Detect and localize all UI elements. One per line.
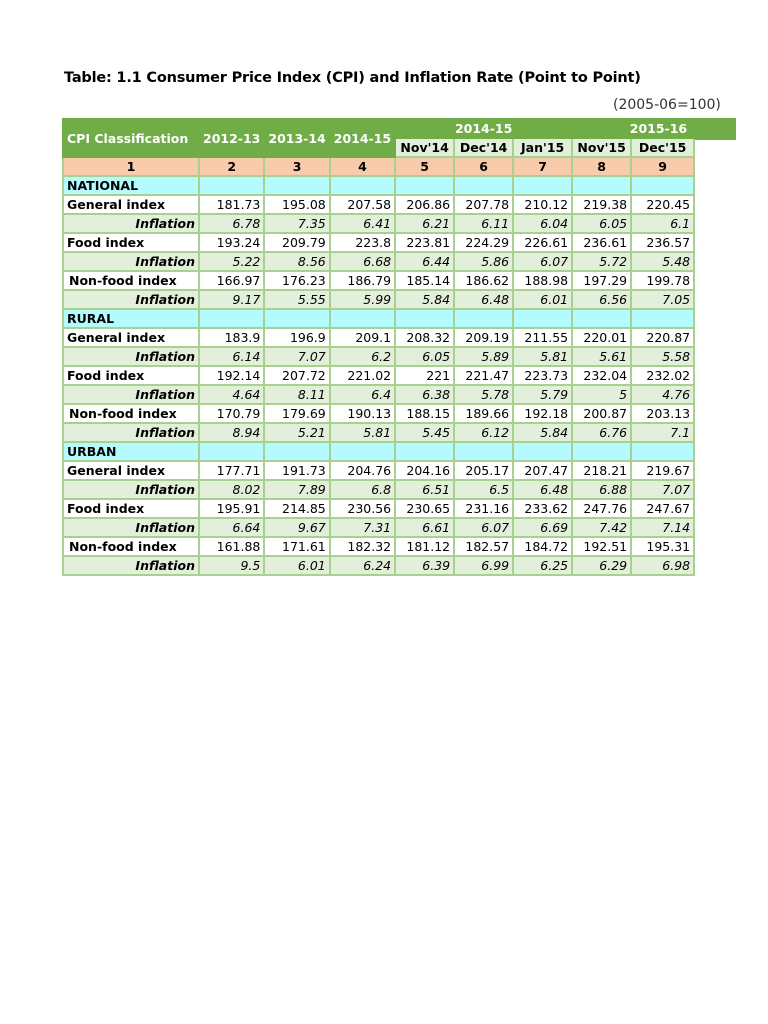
value-cell: 186.79 (330, 271, 395, 290)
section-filler-cell (330, 442, 395, 461)
value-cell: 5.48 (631, 252, 694, 271)
value-cell: 8.94 (199, 423, 264, 442)
value-cell: 5.89 (454, 347, 513, 366)
row-label: Inflation (63, 423, 199, 442)
value-cell: 6.07 (513, 252, 572, 271)
header-year: 2012-13 (199, 119, 264, 157)
row-label: Food index (63, 499, 199, 518)
value-cell: 176.23 (264, 271, 329, 290)
header-classification: CPI Classification (63, 119, 199, 157)
row-label: Inflation (63, 480, 199, 499)
value-cell: 7.1 (631, 423, 694, 442)
value-cell: 218.21 (572, 461, 631, 480)
value-cell: 6.61 (395, 518, 454, 537)
value-cell: 223.81 (395, 233, 454, 252)
value-cell: 6.41 (330, 214, 395, 233)
header-group-2014-15: 2014-15 (395, 119, 572, 138)
value-cell: 184.72 (513, 537, 572, 556)
column-number: 6 (454, 157, 513, 176)
value-cell: 7.07 (631, 480, 694, 499)
value-cell: 199.78 (631, 271, 694, 290)
section-filler-cell (513, 442, 572, 461)
value-cell: 210.12 (513, 195, 572, 214)
base-year-note: (2005-06=100) (613, 97, 721, 113)
value-cell: 208.32 (395, 328, 454, 347)
value-cell: 206.86 (395, 195, 454, 214)
value-cell: 5.99 (330, 290, 395, 309)
value-cell: 7.07 (264, 347, 329, 366)
value-cell: 247.67 (631, 499, 694, 518)
value-cell: 183.9 (199, 328, 264, 347)
section-filler-cell (264, 309, 329, 328)
value-cell: 5.45 (395, 423, 454, 442)
value-cell: 8.02 (199, 480, 264, 499)
value-cell: 207.47 (513, 461, 572, 480)
value-cell: 5.79 (513, 385, 572, 404)
row-label: General index (63, 328, 199, 347)
value-cell: 223.73 (513, 366, 572, 385)
value-cell: 5.22 (199, 252, 264, 271)
value-cell: 7.31 (330, 518, 395, 537)
value-cell: 230.65 (395, 499, 454, 518)
value-cell: 5.81 (330, 423, 395, 442)
value-cell: 185.14 (395, 271, 454, 290)
value-cell: 4.64 (199, 385, 264, 404)
value-cell: 6.1 (631, 214, 694, 233)
value-cell: 6.05 (395, 347, 454, 366)
row-label: Inflation (63, 347, 199, 366)
value-cell: 220.45 (631, 195, 694, 214)
value-cell: 6.39 (395, 556, 454, 575)
value-cell: 182.57 (454, 537, 513, 556)
index-row (63, 195, 694, 214)
inflation-row (63, 385, 694, 404)
section-filler-cell (395, 442, 454, 461)
inflation-row (63, 423, 694, 442)
value-cell: 6.01 (513, 290, 572, 309)
section-filler-cell (454, 442, 513, 461)
value-cell: 211.55 (513, 328, 572, 347)
value-cell: 8.11 (264, 385, 329, 404)
value-cell: 188.15 (395, 404, 454, 423)
section-label: NATIONAL (63, 176, 199, 195)
header-year: 2014-15 (330, 119, 395, 157)
value-cell: 195.31 (631, 537, 694, 556)
index-row (63, 537, 694, 556)
value-cell: 6.98 (631, 556, 694, 575)
value-cell: 5.21 (264, 423, 329, 442)
section-filler-cell (631, 309, 694, 328)
header-group-2015-16: 2015-16 (572, 119, 694, 138)
value-cell: 190.13 (330, 404, 395, 423)
value-cell: 188.98 (513, 271, 572, 290)
index-row (63, 404, 694, 423)
value-cell: 6.76 (572, 423, 631, 442)
value-cell: 220.87 (631, 328, 694, 347)
value-cell: 195.08 (264, 195, 329, 214)
value-cell: 6.29 (572, 556, 631, 575)
value-cell: 191.73 (264, 461, 329, 480)
value-cell: 5.78 (454, 385, 513, 404)
section-filler-cell (631, 442, 694, 461)
value-cell: 9.67 (264, 518, 329, 537)
value-cell: 5.81 (513, 347, 572, 366)
row-label: Non-food index (63, 404, 199, 423)
value-cell: 8.56 (264, 252, 329, 271)
value-cell: 181.73 (199, 195, 264, 214)
value-cell: 221.02 (330, 366, 395, 385)
value-cell: 6.25 (513, 556, 572, 575)
section-filler-cell (330, 309, 395, 328)
cpi-table (62, 118, 695, 576)
value-cell: 6.24 (330, 556, 395, 575)
inflation-row (63, 290, 694, 309)
section-filler-cell (572, 442, 631, 461)
row-label: Inflation (63, 252, 199, 271)
value-cell: 6.48 (513, 480, 572, 499)
value-cell: 192.18 (513, 404, 572, 423)
value-cell: 161.88 (199, 537, 264, 556)
value-cell: 6.56 (572, 290, 631, 309)
value-cell: 6.68 (330, 252, 395, 271)
section-filler-cell (631, 176, 694, 195)
value-cell: 186.62 (454, 271, 513, 290)
row-label: General index (63, 461, 199, 480)
value-cell: 7.89 (264, 480, 329, 499)
value-cell: 5.61 (572, 347, 631, 366)
value-cell: 6.2 (330, 347, 395, 366)
inflation-row (63, 480, 694, 499)
value-cell: 7.14 (631, 518, 694, 537)
value-cell: 232.04 (572, 366, 631, 385)
value-cell: 189.66 (454, 404, 513, 423)
value-cell: 6.01 (264, 556, 329, 575)
value-cell: 230.56 (330, 499, 395, 518)
header-month: Dec'14 (454, 138, 513, 157)
value-cell: 226.61 (513, 233, 572, 252)
inflation-row (63, 518, 694, 537)
value-cell: 192.14 (199, 366, 264, 385)
section-filler-cell (572, 176, 631, 195)
value-cell: 177.71 (199, 461, 264, 480)
value-cell: 214.85 (264, 499, 329, 518)
value-cell: 197.29 (572, 271, 631, 290)
value-cell: 233.62 (513, 499, 572, 518)
value-cell: 5.55 (264, 290, 329, 309)
table-body (63, 176, 694, 575)
value-cell: 196.9 (264, 328, 329, 347)
column-number: 4 (330, 157, 395, 176)
value-cell: 9.17 (199, 290, 264, 309)
section-row (63, 442, 694, 461)
value-cell: 205.17 (454, 461, 513, 480)
value-cell: 223.8 (330, 233, 395, 252)
row-label: Inflation (63, 214, 199, 233)
section-row (63, 176, 694, 195)
value-cell: 6.14 (199, 347, 264, 366)
value-cell: 6.04 (513, 214, 572, 233)
value-cell: 203.13 (631, 404, 694, 423)
value-cell: 179.69 (264, 404, 329, 423)
row-label: Inflation (63, 385, 199, 404)
value-cell: 5.58 (631, 347, 694, 366)
value-cell: 6.12 (454, 423, 513, 442)
table-title: Table: 1.1 Consumer Price Index (CPI) and Inflation Rate (Point to Point) (64, 70, 641, 86)
value-cell: 219.67 (631, 461, 694, 480)
value-cell: 209.19 (454, 328, 513, 347)
section-filler-cell (513, 309, 572, 328)
value-cell: 247.76 (572, 499, 631, 518)
column-number: 9 (631, 157, 694, 176)
header-month: Dec'15 (631, 138, 694, 157)
value-cell: 9.5 (199, 556, 264, 575)
value-cell: 6.44 (395, 252, 454, 271)
value-cell: 5.86 (454, 252, 513, 271)
section-filler-cell (330, 176, 395, 195)
index-row (63, 328, 694, 347)
header-month: Jan'15 (513, 138, 572, 157)
row-label: Non-food index (63, 271, 199, 290)
value-cell: 6.99 (454, 556, 513, 575)
header-month: Nov'15 (572, 138, 631, 157)
value-cell: 209.1 (330, 328, 395, 347)
value-cell: 207.72 (264, 366, 329, 385)
column-number: 8 (572, 157, 631, 176)
value-cell: 232.02 (631, 366, 694, 385)
index-row (63, 461, 694, 480)
section-filler-cell (454, 176, 513, 195)
header-year: 2013-14 (264, 119, 329, 157)
value-cell: 236.57 (631, 233, 694, 252)
value-cell: 6.69 (513, 518, 572, 537)
value-cell: 171.61 (264, 537, 329, 556)
index-row (63, 366, 694, 385)
section-filler-cell (395, 309, 454, 328)
value-cell: 231.16 (454, 499, 513, 518)
value-cell: 7.35 (264, 214, 329, 233)
section-label: RURAL (63, 309, 199, 328)
value-cell: 5.84 (513, 423, 572, 442)
value-cell: 192.51 (572, 537, 631, 556)
column-number: 3 (264, 157, 329, 176)
row-label: Non-food index (63, 537, 199, 556)
value-cell: 6.11 (454, 214, 513, 233)
value-cell: 166.97 (199, 271, 264, 290)
value-cell: 7.05 (631, 290, 694, 309)
section-filler-cell (264, 442, 329, 461)
value-cell: 6.8 (330, 480, 395, 499)
section-filler-cell (264, 176, 329, 195)
column-number: 1 (63, 157, 199, 176)
value-cell: 6.21 (395, 214, 454, 233)
value-cell: 5.84 (395, 290, 454, 309)
value-cell: 7.42 (572, 518, 631, 537)
inflation-row (63, 214, 694, 233)
section-filler-cell (199, 442, 264, 461)
value-cell: 6.51 (395, 480, 454, 499)
section-filler-cell (395, 176, 454, 195)
value-cell: 220.01 (572, 328, 631, 347)
value-cell: 182.32 (330, 537, 395, 556)
index-row (63, 271, 694, 290)
value-cell: 200.87 (572, 404, 631, 423)
value-cell: 221 (395, 366, 454, 385)
value-cell: 209.79 (264, 233, 329, 252)
value-cell: 6.07 (454, 518, 513, 537)
inflation-row (63, 556, 694, 575)
inflation-row (63, 252, 694, 271)
value-cell: 219.38 (572, 195, 631, 214)
index-row (63, 233, 694, 252)
index-row (63, 499, 694, 518)
value-cell: 5.72 (572, 252, 631, 271)
row-label: Inflation (63, 290, 199, 309)
section-filler-cell (572, 309, 631, 328)
section-label: URBAN (63, 442, 199, 461)
value-cell: 193.24 (199, 233, 264, 252)
value-cell: 224.29 (454, 233, 513, 252)
row-label: Food index (63, 366, 199, 385)
section-filler-cell (199, 309, 264, 328)
row-label: General index (63, 195, 199, 214)
section-filler-cell (199, 176, 264, 195)
value-cell: 181.12 (395, 537, 454, 556)
header-month: Nov'14 (395, 138, 454, 157)
value-cell: 204.16 (395, 461, 454, 480)
section-filler-cell (513, 176, 572, 195)
inflation-row (63, 347, 694, 366)
value-cell: 170.79 (199, 404, 264, 423)
value-cell: 6.48 (454, 290, 513, 309)
section-filler-cell (454, 309, 513, 328)
value-cell: 4.76 (631, 385, 694, 404)
value-cell: 6.88 (572, 480, 631, 499)
row-label: Inflation (63, 518, 199, 537)
value-cell: 236.61 (572, 233, 631, 252)
value-cell: 6.05 (572, 214, 631, 233)
value-cell: 6.78 (199, 214, 264, 233)
value-cell: 6.64 (199, 518, 264, 537)
value-cell: 207.78 (454, 195, 513, 214)
value-cell: 207.58 (330, 195, 395, 214)
value-cell: 221.47 (454, 366, 513, 385)
value-cell: 6.38 (395, 385, 454, 404)
value-cell: 5 (572, 385, 631, 404)
column-number: 7 (513, 157, 572, 176)
value-cell: 195.91 (199, 499, 264, 518)
value-cell: 6.4 (330, 385, 395, 404)
value-cell: 204.76 (330, 461, 395, 480)
column-number: 5 (395, 157, 454, 176)
row-label: Food index (63, 233, 199, 252)
row-label: Inflation (63, 556, 199, 575)
column-number: 2 (199, 157, 264, 176)
value-cell: 6.5 (454, 480, 513, 499)
section-row (63, 309, 694, 328)
